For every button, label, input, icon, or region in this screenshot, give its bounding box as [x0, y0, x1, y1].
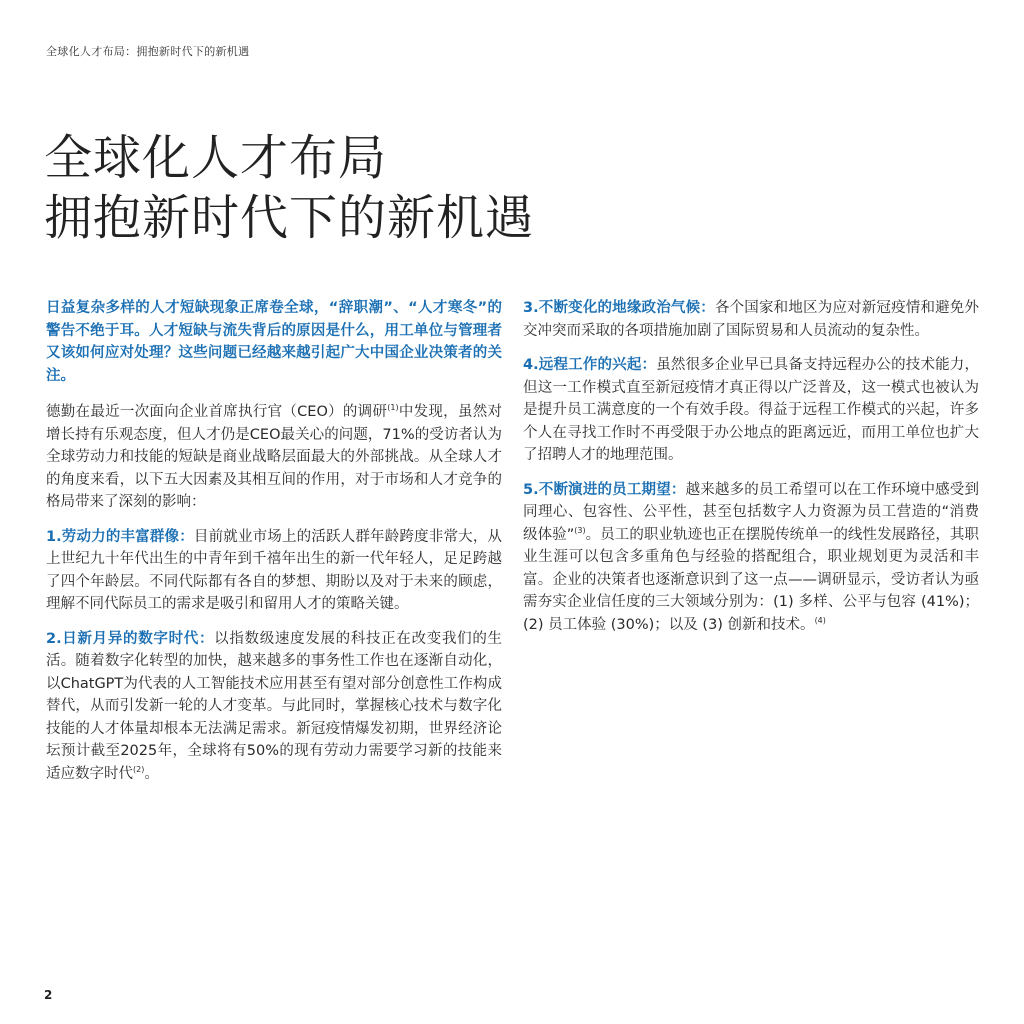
factor-2-end: 。 [144, 765, 159, 782]
factor-5-body-b: 。员工的职业轨迹也正在摆脱传统单一的线性发展路径，其职业生涯可以包含多重角色与经验的搭配组合，职业规划更为灵活和丰富。企业的决策者也逐渐意识到了这一点——调研显示，受访者认为亟需夯实企业信任度的三大领域分别为：(1) 多样、公平与包容 (41%)；(2) 员工体验 (30%)；以及 (3) 创新和技术。 [523, 526, 980, 633]
page-title-line-1: 全球化人才布局 [44, 130, 388, 186]
factor-1-body: 目前就业市场上的活跃人群年龄跨度非常大，从上世纪九十年代出生的中青年到千禧年出生的新一代年轻人，足足跨越了四个年龄层。不同代际都有各自的梦想、期盼以及对于未来的顾虑，理解不同代际员工的需求是吸引和留用人才的策略关键。 [46, 528, 502, 612]
factor-2-body: 以指数级速度发展的科技正在改变我们的生活。随着数字化转型的加快，越来越多的事务性工作也在逐渐自动化，以ChatGPT为代表的人工智能技术应用甚至有望对部分创意性工作构成替代，从而引发新一轮的人才变革。与此同时，掌握核心技术与数字化技能的人才体量却根本无法满足需求。新冠疫情爆发初期，世界经济论坛预计截至2025年，全球将有50%的现有劳动力需要学习新的技能来适应数字时代 [46, 630, 503, 782]
factor-2-heading: 2.日新月异的数字时代： [46, 630, 215, 647]
footnote-ref-3: (3) [574, 525, 586, 535]
page-title-line-2: 拥抱新时代下的新机遇 [44, 190, 535, 246]
running-header: 全球化人才布局：拥抱新时代下的新机遇 [46, 45, 250, 58]
intro-text-a: 德勤在最近一次面向企业首席执行官（CEO）的调研 [46, 404, 388, 420]
factor-3-body: 各个国家和地区为应对新冠疫情和避免外交冲突而采取的各项措施加剧了国际贸易和人员流动的复杂性。 [523, 300, 979, 339]
factor-4-body: 虽然很多企业早已具备支持远程办公的技术能力，但这一工作模式直至新冠疫情才真正得以广泛普及，这一模式也被认为是提升员工满意度的一个有效手段。得益于远程工作模式的兴起，许多个人在寻找工作时不再受限于办公地点的距离远近，而用工单位也扩大了招聘人才的地理范围。 [523, 357, 979, 463]
factor-4-heading: 4.远程工作的兴起： [523, 357, 657, 373]
lead-paragraph: 日益复杂多样的人才短缺现象正席卷全球，“辞职潮”、“人才寒冬”的警告不绝于耳。人才短缺与流失背后的原因是什么，用工单位与管理者又该如何应对处理？这些问题已经越来越引起广大中国企业决策者的关注。 [46, 300, 502, 384]
left-column [46, 297, 502, 797]
factor-5-heading: 5.不断演进的员工期望： [523, 481, 686, 498]
factor-5-paragraph [523, 479, 979, 637]
factor-5-body-a: 越来越多的员工希望可以在工作环境中感受到同理心、包容性、公平性，甚至包括数字人力资源为员工营造的“消费级体验” [523, 481, 979, 543]
factor-1-heading: 1.劳动力的丰富群像： [46, 528, 194, 545]
factor-3-paragraph [523, 297, 979, 342]
page-title [44, 128, 534, 248]
intro-text-b: 中发现，虽然对增长持有乐观态度，但人才仍是CEO最关心的问题，71%的受访者认为全球劳动力和技能的短缺是商业战略层面最大的外部挑战。从全球人才的角度来看，以下五大因素及其相互间的作用，对于市场和人才竞争的格局带来了深刻的影响： [46, 404, 502, 510]
footnote-ref-4: (4) [814, 615, 826, 625]
factor-4-paragraph [523, 354, 979, 467]
factor-1-paragraph [46, 526, 502, 616]
right-column [523, 297, 979, 648]
footnote-ref-1: (1) [387, 403, 399, 413]
factor-3-heading: 3.不断变化的地缘政治气候： [523, 300, 715, 316]
page-number: 2 [44, 988, 53, 1002]
factor-2-paragraph [46, 628, 502, 786]
footnote-ref-2: (2) [133, 764, 145, 774]
intro-paragraph [46, 401, 502, 514]
